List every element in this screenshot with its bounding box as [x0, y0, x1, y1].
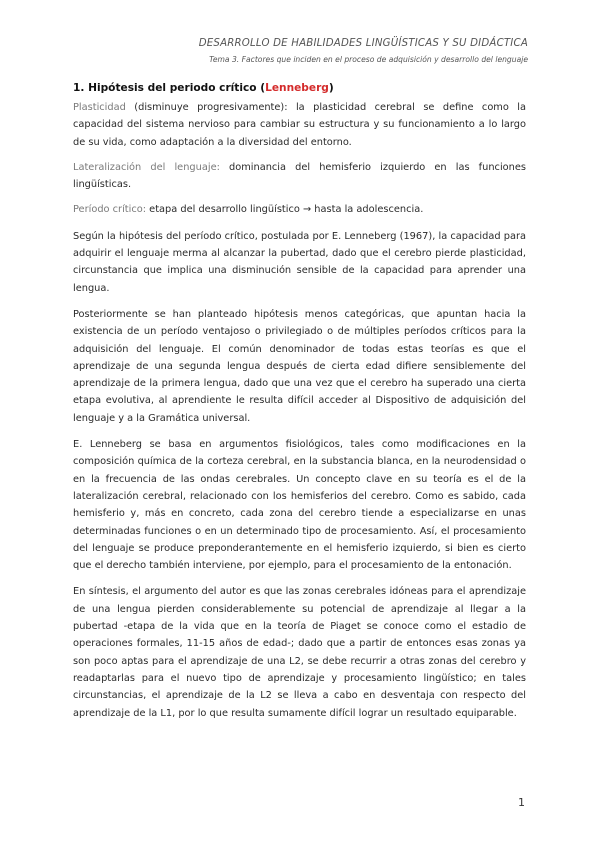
definition-term: Lateralización del lenguaje:: [73, 161, 220, 173]
page-number: 1: [518, 796, 525, 809]
section-heading: [73, 80, 526, 97]
body-paragraph: Posteriormente se han planteado hipótesis menos categóricas, que apuntan hacia la existencia de un período ventajoso o privilegiado o de múltiples períodos críticos para la adquisición del lenguaje. El común denominador de todas estas teorías es que el aprendizaje de una segunda lengua después de cierta edad difiere sensiblemente del aprendizaje de la primera lengua, dado que una vez que el cerebro ha superado una cierta etapa evolutiva, al aprendiente le resulta difícil acceder al Dispositivo de adquisición del lenguaje y a la Gramática universal.: [73, 308, 526, 424]
definition-text: dominancia del hemisferio izquierdo en las funciones lingüísticas.: [73, 161, 526, 191]
definition-term: Período crítico:: [73, 204, 147, 216]
body-paragraph: E. Lenneberg se basa en argumentos fisiológicos, tales como modificaciones en la composición química de la corteza cerebral, en la substancia blanca, en la neurodensidad o en la frecuencia de las ondas cerebrales. Un concepto clave en su teoría es el de la lateralización cerebral, relacionado con los hemisferios del cerebro. Como es sabido, cada hemisferio y, más en concreto, cada zona del cerebro tiende a especializarse en unas determinadas funciones o en un determinado tipo de procesamiento. Así, el procesamiento del lenguaje se produce preponderantemente en el hemisferio izquierdo, si bien es cierto que el derecho también interviene, por ejemplo, para el procesamiento de la entonación.: [73, 439, 526, 572]
definition-text: (disminuye progresivamente): la plasticidad cerebral se define como la capacidad del sistema nervioso para cambiar su estructura y su funcionamiento a lo largo de su vida, como adaptación a la diversidad del entorno.: [73, 102, 526, 148]
body-paragraph: Según la hipótesis del período crítico, postulada por E. Lenneberg (1967), la capacidad para adquirir el lenguaje merma al alcanzar la pubertad, dado que el cerebro pierde plasticidad, circunstancia que implica una disminución sensible de la capacidad para aprender una lengua.: [73, 230, 526, 294]
section-heading-close: ): [328, 82, 334, 94]
section-heading-author: Lenneberg: [265, 82, 329, 94]
definition-term: Plasticidad: [73, 102, 126, 113]
definition-lateralizacion: [73, 159, 526, 194]
section-heading-text: 1. Hipótesis del periodo crítico (: [73, 82, 266, 94]
document-body: [73, 80, 526, 722]
definition-text: etapa del desarrollo lingüístico → hasta la adolescencia.: [146, 204, 424, 216]
running-header-title: DESARROLLO DE HABILIDADES LINGÜÍSTICAS Y SU DIDÁCTICA: [198, 38, 528, 49]
definition-periodo-critico: [73, 201, 526, 218]
running-header-subtitle: Tema 3. Factores que inciden en el proceso de adquisición y desarrollo del lenguaje: [209, 55, 528, 64]
definition-plasticidad: [73, 99, 526, 151]
body-paragraph: En síntesis, el argumento del autor es que las zonas cerebrales idóneas para el aprendizaje de una lengua pierden considerablemente su potencial de aprendizaje al llegar a la pubertad -etapa de la vida que en la teoría de Piaget se conoce como el estadio de operaciones formales, 11-15 años de edad-; dado que a partir de entonces esas zonas ya son poco aptas para el aprendizaje de una L2, se debe recurrir a otras zonas del cerebro y readaptarlas para el nuevo tipo de aprendizaje y procesamiento lingüístico; en tales circunstancias, el aprendizaje de la L2 se lleva a cabo en desventaja con respecto del aprendizaje de la L1, por lo que resulta sumamente difícil lograr un resultado equiparable.: [73, 586, 526, 719]
